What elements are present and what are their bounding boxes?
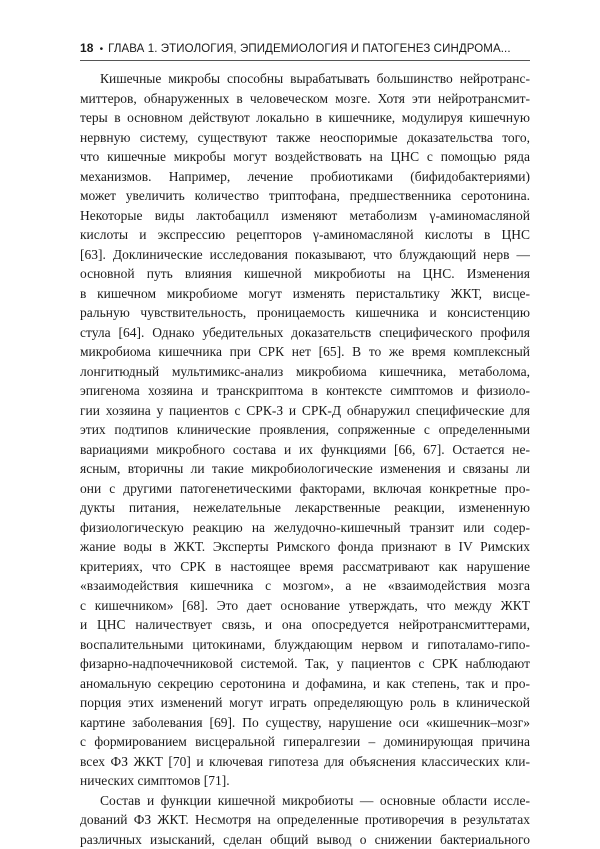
text-line: ральную чувствительность, проницаемость кишечника и консистенцию: [80, 303, 530, 323]
text-line: физарно-надпочечниковой системой. Так, у пациентов с СРК наблюдают: [80, 654, 530, 674]
paragraph: [80, 791, 530, 849]
text-line: с формированием висцеральной гипералгезии – доминирующая причина: [80, 732, 530, 752]
text-line: нических симптомов [71].: [80, 771, 530, 791]
text-line: теры в основном действуют локально в кишечнике, модулируя кишечную: [80, 108, 530, 128]
text-line: дований ФЗ ЖКТ. Несмотря на определенные противоречия в результатах: [80, 810, 530, 830]
text-line: гии хозяина у пациентов с СРК-З и СРК-Д обнаружил специфические для: [80, 401, 530, 421]
text-line: дукты питания, нежелательные лекарственные реакции, измененную: [80, 498, 530, 518]
text-line: кислоты и экспрессию рецепторов γ-аминомасляной кислоты в ЦНС: [80, 225, 530, 245]
text-line: вариациями микробного состава и их функциями [66, 67]. Остается не-: [80, 440, 530, 460]
text-line: основной путь влияния кишечной микробиоты на ЦНС. Изменения: [80, 264, 530, 284]
text-line: этих подтипов клинические проявления, сопряженные с определенными: [80, 420, 530, 440]
text-line: критериях, что СРК в настоящее время рассматривают как нарушение: [80, 557, 530, 577]
text-line: жание воды в ЖКТ. Эксперты Римского фонда признают в IV Римских: [80, 537, 530, 557]
page-number: 18: [80, 41, 94, 55]
text-line: что кишечные микробы могут воздействовать на ЦНС с помощью ряда: [80, 147, 530, 167]
text-line: всех ФЗ ЖКТ [70] и ключевая гипотеза для объяснения классических кли-: [80, 752, 530, 772]
text-line: Кишечные микробы способны вырабатывать большинство нейротранс-: [80, 69, 530, 89]
text-line: с кишечником» [68]. Это дает основание утверждать, что между ЖКТ: [80, 596, 530, 616]
running-header: [80, 41, 530, 57]
text-line: они с другими патогенетическими факторами, включая конкретные про-: [80, 479, 530, 499]
text-line: физиологическую реакцию на желудочно-кишечный транзит или содер-: [80, 518, 530, 538]
text-line: порция этих изменений могут играть определяющую роль в клинической: [80, 693, 530, 713]
text-line: нервную систему, существуют также неоспоримые доказательства того,: [80, 128, 530, 148]
text-line: «взаимодействия кишечника с мозгом», а не «взаимодействия мозга: [80, 576, 530, 596]
text-line: [63]. Доклинические исследования показывают, что блуждающий нерв —: [80, 245, 530, 265]
text-line: лонгитюдный мультимикс-анализ микробиома кишечника, метаболома,: [80, 362, 530, 382]
text-line: аномальную секрецию серотонина и дофамина, и как степень, так и про-: [80, 674, 530, 694]
text-line: микробиома кишечника при СРК нет [65]. В то же время комплексный: [80, 342, 530, 362]
text-line: воспалительными цитокинами, блуждающим нервом и гипоталамо-гипо-: [80, 635, 530, 655]
text-line: миттеров, обнаруженных в человеческом мозге. Хотя эти нейротрансмит-: [80, 89, 530, 109]
text-line: в кишечном микробиоме могут изменять перистальтику ЖКТ, висце-: [80, 284, 530, 304]
text-line: и ЦНС наличествует связь, и она опосредуется нейротрансмиттерами,: [80, 615, 530, 635]
paragraph: [80, 69, 530, 791]
text-line: Состав и функции кишечной микробиоты — основные области иссле-: [80, 791, 530, 811]
text-line: ясным, вторичны ли такие микробиологические изменения и связаны ли: [80, 459, 530, 479]
text-line: Некоторые виды лактобацилл изменяют метаболизм γ-аминомасляной: [80, 206, 530, 226]
header-rule: [80, 60, 530, 61]
body-text: [80, 69, 530, 849]
bullet-separator: •: [100, 44, 104, 55]
text-line: может увеличить количество триптофана, предшественника серотонина.: [80, 186, 530, 206]
running-title: ГЛАВА 1. ЭТИОЛОГИЯ, ЭПИДЕМИОЛОГИЯ И ПАТОГЕНЕЗ СИНДРОМА...: [108, 43, 510, 55]
text-line: картине заболевания [69]. По существу, нарушение оси «кишечник–мозг»: [80, 713, 530, 733]
text-line: эпигенома хозяина и транскриптома в контексте симптомов и физиоло-: [80, 381, 530, 401]
text-line: стула [64]. Однако убедительных доказательств специфического профиля: [80, 323, 530, 343]
text-line: механизмов. Например, лечение пробиотиками (бифидобактериями): [80, 167, 530, 187]
text-line: различных изысканий, сделан общий вывод о снижении бактериального: [80, 830, 530, 849]
